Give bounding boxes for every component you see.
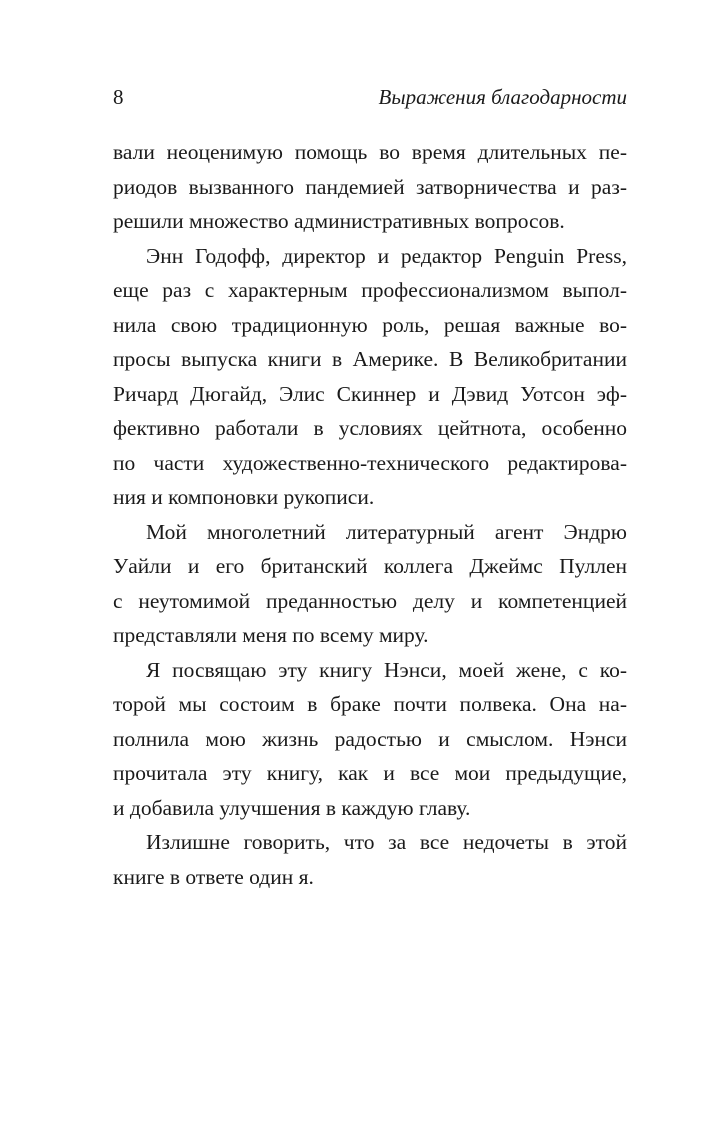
text-line: Энн Годофф, директор и редактор Penguin Press, bbox=[146, 243, 627, 268]
text-line: и добавила улучшения в каждую главу. bbox=[113, 795, 471, 820]
running-title: Выражения благодарности bbox=[378, 85, 627, 109]
body-text bbox=[113, 135, 627, 894]
text-line: еще раз с характерным профессионализмом выпол- bbox=[113, 278, 627, 302]
text-line: нила свою традиционную роль, решая важные во- bbox=[113, 312, 627, 337]
text-line: представляли меня по всему миру. bbox=[113, 623, 429, 647]
text-line: Уайли и его британский коллега Джеймс Пуллен bbox=[113, 554, 627, 578]
page-header bbox=[113, 84, 627, 112]
text-line: риодов вызванного пандемией затворничества и раз- bbox=[113, 174, 627, 199]
text-line: ния и компоновки рукописи. bbox=[113, 485, 375, 509]
text-line: с неутомимой преданностью делу и компетенцией bbox=[113, 588, 627, 613]
text-line: решили множество административных вопросов. bbox=[113, 209, 565, 233]
text-line: Излишне говорить, что за все недочеты в этой bbox=[146, 830, 627, 854]
text-line: торой мы состоим в браке почти полвека. Она на- bbox=[113, 692, 627, 716]
page-number: 8 bbox=[113, 85, 124, 109]
text-line: Мой многолетний литературный агент Эндрю bbox=[146, 519, 627, 544]
text-line: фективно работали в условиях цейтнота, особенно bbox=[113, 416, 627, 440]
text-line: Ричард Дюгайд, Элис Скиннер и Дэвид Уотсон эф- bbox=[113, 381, 627, 406]
text-line: просы выпуска книги в Америке. В Великобритании bbox=[113, 347, 627, 371]
text-line: книге в ответе один я. bbox=[113, 864, 314, 889]
text-line: полнила мою жизнь радостью и смыслом. Нэнси bbox=[113, 726, 627, 751]
text-line: вали неоценимую помощь во время длительных пе- bbox=[113, 140, 627, 164]
text-line: по части художественно-технического редактирова- bbox=[113, 450, 627, 475]
text-line: прочитала эту книгу, как и все мои предыдущие, bbox=[113, 761, 627, 785]
text-line: Я посвящаю эту книгу Нэнси, моей жене, с ко- bbox=[146, 657, 627, 682]
